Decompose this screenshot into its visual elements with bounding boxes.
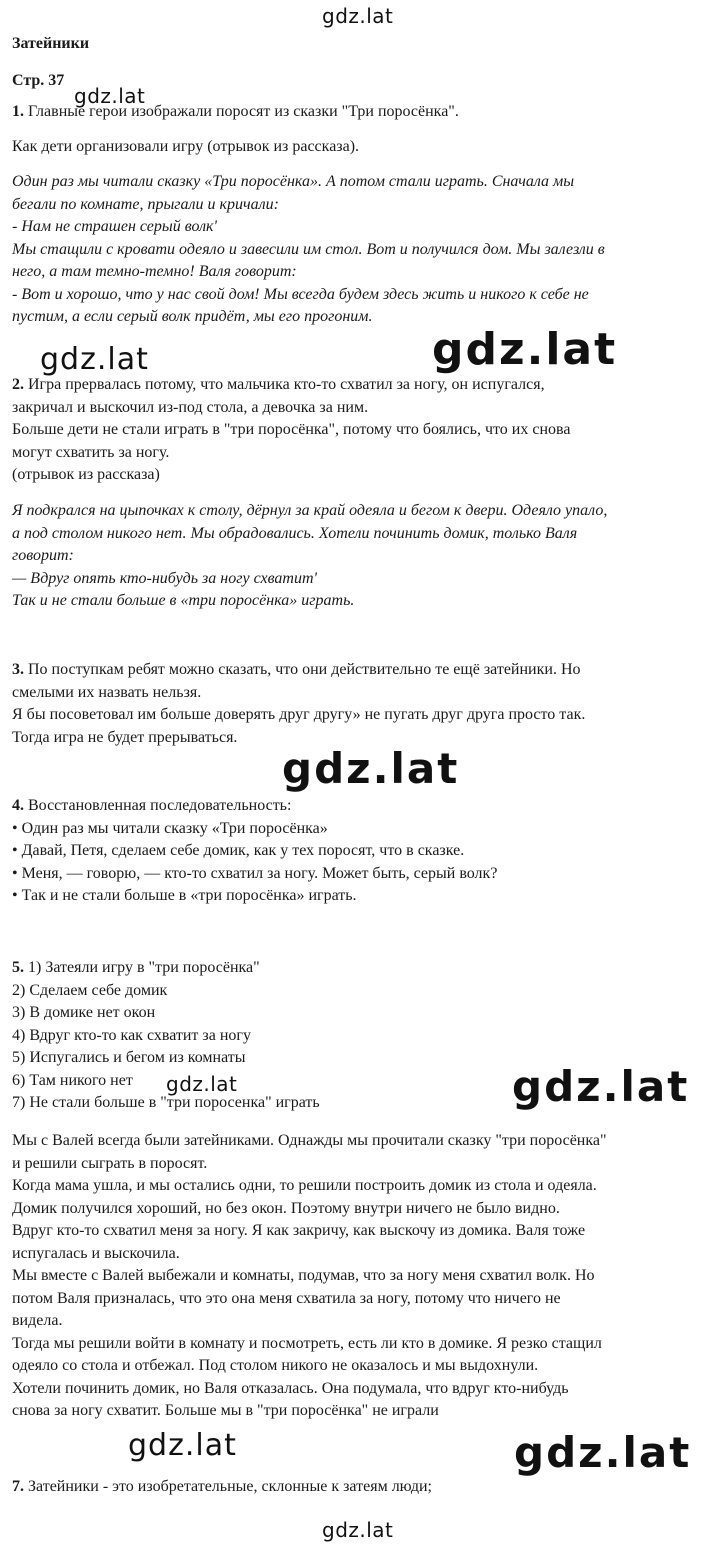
excerpt-line: пустим, а если серый волк придёт, мы его прогоним. xyxy=(12,308,373,325)
task-7-answer xyxy=(12,1476,706,1499)
excerpt-line: Так и не стали больше в «три поросёнка» играть. xyxy=(12,592,355,609)
story-line: Мы с Валей всегда были затейниками. Однажды мы прочитали сказку "три поросёнка" xyxy=(12,1132,607,1149)
answer-text: 1) Затеяли игру в "три поросёнка" xyxy=(24,959,260,976)
task-1-excerpt xyxy=(12,171,706,329)
watermark: gdz.lat xyxy=(166,1072,238,1096)
watermark: gdz.lat xyxy=(322,4,394,28)
list-item: • Давай, Петя, сделаем себе домик, как у тех поросят, что в сказке. xyxy=(12,842,465,859)
task-3-answer xyxy=(12,659,706,749)
story-line: потом Валя призналась, что это она меня схватила за ногу, потому что ничего не xyxy=(12,1289,561,1307)
list-item: 6) Там никого нет xyxy=(12,1071,133,1089)
answer-line: Больше дети не стали играть в "три поросёнка", потому что боялись, что их снова xyxy=(12,421,571,438)
answer-line: могут схватить за ногу. xyxy=(12,443,170,461)
excerpt-line: бегали по комнате, прыгали и кричали: xyxy=(12,195,279,213)
task-number: 7. xyxy=(12,1478,24,1495)
watermark: gdz.lat xyxy=(322,1518,394,1542)
list-item: 3) В домике нет окон xyxy=(12,1004,156,1021)
excerpt-line: - Нам не страшен серый волк' xyxy=(12,218,217,235)
answer-line xyxy=(12,374,706,397)
task-number: 3. xyxy=(12,661,24,678)
list-item: 4) Вдруг кто-то как схватит за ногу xyxy=(12,1026,251,1044)
answer-heading xyxy=(12,795,706,818)
story-line: Мы вместе с Валей выбежали и комнаты, подумав, что за ногу меня схватил волк. Но xyxy=(12,1267,595,1284)
task-number: 2. xyxy=(12,376,24,393)
answer-text: Восстановленная последовательность: xyxy=(24,797,292,814)
page-title: Затейники xyxy=(12,35,90,52)
story-line: снова за ногу схватит. Больше мы в "три поросёнка" не играли xyxy=(12,1402,439,1419)
answer-text: Затейники - это изобретательные, склонные к затеям люди; xyxy=(24,1478,432,1495)
task-number: 4. xyxy=(12,797,24,814)
answer-text: По поступкам ребят можно сказать, что они действительно те ещё затейники. Но xyxy=(24,661,581,678)
excerpt-line: него, а там темно-темно! Валя говорит: xyxy=(12,263,297,280)
story-line: видела. xyxy=(12,1312,63,1329)
task-number: 1. xyxy=(12,103,24,120)
task-number: 5. xyxy=(12,959,24,976)
excerpt-line: Один раз мы читали сказку «Три поросёнка». А потом стали играть. Сначала мы xyxy=(12,173,575,190)
story-line: испугалась и выскочила. xyxy=(12,1244,180,1262)
task-5-plan xyxy=(12,957,706,1115)
excerpt-line: - Вот и хорошо, что у нас свой дом! Мы всегда будем здесь жить и никого к себе не xyxy=(12,285,589,303)
list-item: 2) Сделаем себе домик xyxy=(12,981,168,999)
excerpt-line: говорит: xyxy=(12,547,74,564)
story-line: Когда мама ушла, и мы остались одни, то решили построить домик из стола и одеяла. xyxy=(12,1177,597,1194)
task-4-answer xyxy=(12,795,706,908)
watermark: gdz.lat xyxy=(432,324,618,375)
watermark: gdz.lat xyxy=(74,84,146,108)
watermark: gdz.lat xyxy=(40,342,149,377)
answer-line: смелыми их назвать нельзя. xyxy=(12,683,202,701)
task-1-question: Как дети организовали игру (отрывок из рассказа). xyxy=(12,138,360,155)
answer-line: закричал и выскочил из-под стола, а девочка за ним. xyxy=(12,398,369,416)
story-line: Хотели починить домик, но Валя отказалась. Она подумала, что вдруг кто-нибудь xyxy=(12,1379,569,1397)
task-1-answer xyxy=(12,101,706,124)
list-item: 5) Испугались и бегом из комнаты xyxy=(12,1049,246,1066)
answer-line xyxy=(12,659,706,682)
story-line: и решили сыграть в поросят. xyxy=(12,1154,208,1172)
watermark: gdz.lat xyxy=(514,1428,692,1477)
watermark: gdz.lat xyxy=(512,1062,690,1111)
story-line: Вдруг кто-то схватил меня за ногу. Я как закричу, как выскочу из домика. Валя тоже xyxy=(12,1222,586,1239)
story-line: Домик получился хороший, но без окон. Поэтому внутри ничего не было видно. xyxy=(12,1199,560,1217)
task-1-text: Главные герои изображали поросят из сказки "Три поросёнка". xyxy=(24,103,459,120)
list-item: • Один раз мы читали сказку «Три поросёнка» xyxy=(12,819,328,837)
answer-text: Игра прервалась потому, что мальчика кто-то схватил за ногу, он испугался, xyxy=(24,376,545,393)
task-2-excerpt xyxy=(12,500,706,613)
story-line: одеяло со стола и отбежал. Под столом никого не оказалось и мы выдохнули. xyxy=(12,1357,539,1374)
watermark: gdz.lat xyxy=(282,744,460,793)
story-line: Тогда мы решили войти в комнату и посмотреть, есть ли кто в домике. Я резко стащил xyxy=(12,1334,602,1352)
list-item: • Так и не стали больше в «три поросёнка» играть. xyxy=(12,887,357,904)
excerpt-line: а под столом никого нет. Мы обрадовались. Хотели починить домик, только Валя xyxy=(12,524,578,542)
task-2-answer xyxy=(12,374,706,487)
list-item xyxy=(12,957,706,980)
excerpt-line: Мы стащили с кровати одеяло и завесили им стол. Вот и получился дом. Мы залезли в xyxy=(12,240,605,258)
list-item: 7) Не стали больше в "три поросенка" играть xyxy=(12,1094,320,1111)
page-reference: Стр. 37 xyxy=(12,72,65,89)
excerpt-line: Я подкрался на цыпочках к столу, дёрнул за край одеяла и бегом к двери. Одеяло упало, xyxy=(12,502,608,519)
answer-line: (отрывок из рассказа) xyxy=(12,466,160,483)
task-5-story xyxy=(12,1130,706,1423)
list-item: • Меня, — говорю, — кто-то схватил за ногу. Может быть, серый волк? xyxy=(12,864,498,882)
answer-line: Я бы посоветовал им больше доверять друг другу» не пугать друг друга просто так. xyxy=(12,706,586,723)
excerpt-line: — Вдруг опять кто-нибудь за ногу схватит' xyxy=(12,569,317,587)
answer-line: Тогда игра не будет прерываться. xyxy=(12,728,238,746)
watermark: gdz.lat xyxy=(128,1428,237,1463)
